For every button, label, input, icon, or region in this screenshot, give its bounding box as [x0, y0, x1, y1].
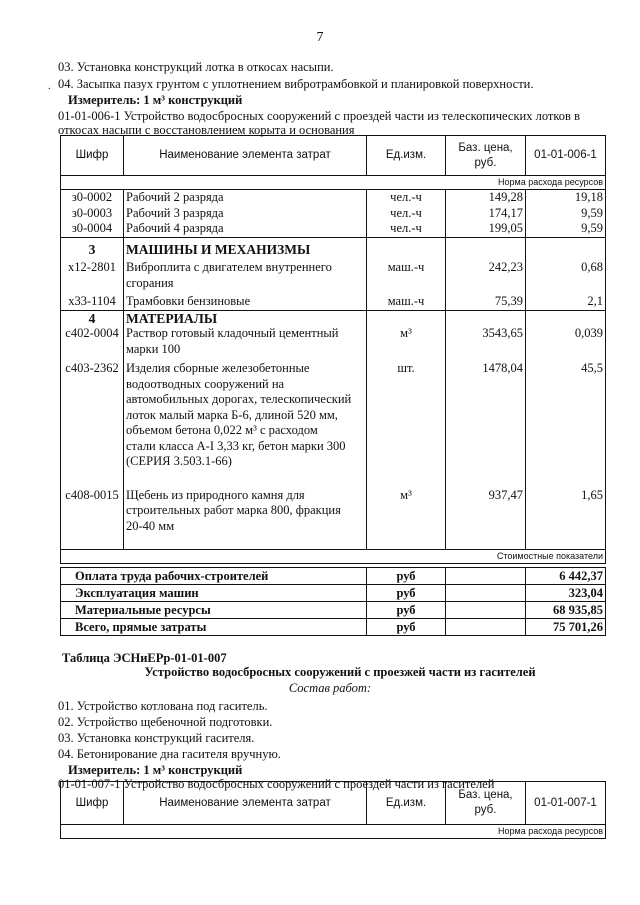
- header-price: [446, 136, 526, 176]
- cell-name: Рабочий 2 разряда: [124, 190, 367, 206]
- cell-unit: маш.-ч: [367, 257, 446, 291]
- resource-table-01-01-006: [60, 135, 606, 636]
- cost-label: Стоимостные показатели: [61, 549, 606, 563]
- cell-value: 2,1: [526, 291, 606, 310]
- section-heading: Устройство водосбросных сооружений с проезжей части из гасителей: [144, 665, 536, 679]
- cell-name: [124, 470, 367, 540]
- cell-value: 0,68: [526, 257, 606, 291]
- total-name: Материальные ресурсы: [61, 601, 367, 618]
- section-title: МАШИНЫ И МЕХАНИЗМЫ: [124, 237, 367, 257]
- cell-name-line: водоотводных сооружений на: [126, 376, 285, 391]
- resource-table-01-01-007: [60, 781, 606, 839]
- cell-code: с402-0004: [61, 326, 124, 357]
- work-item: 03. Установка конструкций гасителя.: [58, 731, 255, 745]
- cell-name-line: (СЕРИЯ 3.503.1-66): [126, 454, 232, 468]
- table-title: Таблица ЭСНиЕРр-01-01-007: [62, 651, 227, 665]
- cell-code: х12-2801: [61, 257, 124, 291]
- header-code: Шифр: [61, 782, 124, 825]
- work-item: 02. Устройство щебеночной подготовки.: [58, 715, 273, 729]
- cell-name-line: строительных работ марка 800, фракция: [126, 503, 341, 517]
- cell-name-line: марки 100: [126, 341, 181, 356]
- cell-value: 0,039: [526, 326, 606, 357]
- cell-value: 19,18: [526, 190, 606, 206]
- header-norm-code: 01-01-007-1: [526, 782, 606, 825]
- table-row: [61, 206, 606, 222]
- header-unit: Ед.изм.: [367, 782, 446, 825]
- cell-price: 174,17: [446, 206, 526, 222]
- cell-name-line: Раствор готовый кладочный цементный: [126, 326, 339, 340]
- meter-label: Измеритель: 1 м³ конструкций: [68, 93, 243, 107]
- table-header-row: [61, 782, 606, 825]
- norm-label: Норма расхода ресурсов: [61, 825, 606, 839]
- cell-unit: чел.-ч: [367, 206, 446, 222]
- cell-code: з0-0003: [61, 206, 124, 222]
- header-norm-code: 01-01-006-1: [526, 136, 606, 176]
- norm-description-2: 01-01-007-1 Устройство водосбросных сооружений с проездей части из гасителей: [58, 777, 495, 791]
- work-item-3: 03. Установка конструкций лотка в откосах насыпи.: [58, 60, 334, 74]
- section-subheading: Состав работ:: [288, 681, 372, 695]
- total-name: Всего, прямые затраты: [61, 618, 367, 635]
- cell-name-line: 20-40 мм: [126, 518, 175, 533]
- total-name: Оплата труда рабочих-строителей: [61, 567, 367, 584]
- total-value: 75 701,26: [526, 618, 606, 635]
- header-name: Наименование элемента затрат: [124, 782, 367, 825]
- cell-unit: маш.-ч: [367, 291, 446, 310]
- cell-unit: м³: [367, 470, 446, 540]
- norm-description-line1: 01-01-006-1 Устройство водосбросных сооружений с проездей части из телескопических лотков в: [58, 109, 580, 123]
- spacer-row: [61, 539, 606, 549]
- cell-code: з0-0004: [61, 221, 124, 237]
- cell-value: 9,59: [526, 221, 606, 237]
- table-row: [61, 357, 606, 470]
- cell-value: 9,59: [526, 206, 606, 222]
- total-row: [61, 601, 606, 618]
- table-row: [61, 221, 606, 237]
- cell-value: 1,65: [526, 470, 606, 540]
- header-price: [446, 782, 526, 825]
- section-title: МАТЕРИАЛЫ: [124, 310, 367, 326]
- total-unit: руб: [367, 567, 446, 584]
- cell-unit: шт.: [367, 357, 446, 470]
- norm-label-row: [61, 825, 606, 839]
- header-price-line1: Баз. цена,: [458, 141, 513, 154]
- cell-price: 3543,65: [446, 326, 526, 357]
- cell-price: 242,23: [446, 257, 526, 291]
- cell-name: Трамбовки бензиновые: [124, 291, 367, 310]
- cell-price: 149,28: [446, 190, 526, 206]
- norm-description-line2: откосах насыпи с восстановлением корыта и основания: [58, 123, 355, 137]
- table-row: [61, 326, 606, 357]
- cell-code: з0-0002: [61, 190, 124, 206]
- cell-name: [124, 357, 367, 470]
- total-row: [61, 567, 606, 584]
- cell-price: 199,05: [446, 221, 526, 237]
- norm-label: Норма расхода ресурсов: [61, 176, 606, 190]
- header-price-line1: Баз. цена,: [458, 789, 513, 801]
- meter-label-2: Измеритель: 1 м³ конструкций: [68, 763, 243, 777]
- work-item: 01. Устройство котлована под гаситель.: [58, 699, 268, 713]
- total-unit: руб: [367, 618, 446, 635]
- table-row: [61, 257, 606, 291]
- header-name: Наименование элемента затрат: [124, 136, 367, 176]
- total-name: Эксплуатация машин: [61, 584, 367, 601]
- section-row-materials: [61, 310, 606, 326]
- total-row: [61, 618, 606, 635]
- total-value: 68 935,85: [526, 601, 606, 618]
- cell-unit: чел.-ч: [367, 221, 446, 237]
- cell-name: [124, 257, 367, 291]
- total-row: [61, 584, 606, 601]
- work-item: 04. Бетонирование дна гасителя вручную.: [58, 747, 281, 761]
- cell-name-line: лоток малый марка Б-6, длиной 520 мм,: [126, 407, 338, 422]
- total-unit: руб: [367, 601, 446, 618]
- margin-mark: .: [48, 81, 51, 92]
- section-number: 3: [61, 237, 124, 257]
- cell-name-line: Щебень из природного камня для: [126, 487, 305, 502]
- cell-code: х33-1104: [61, 291, 124, 310]
- table-header-row: [61, 136, 606, 176]
- cell-code: с408-0015: [61, 470, 124, 540]
- total-unit: руб: [367, 584, 446, 601]
- header-price-line2: руб.: [474, 156, 497, 169]
- cell-price: 75,39: [446, 291, 526, 310]
- work-item-4: 04. Засыпка пазух грунтом с уплотнением вибротрамбовкой и планировкой поверхности.: [58, 77, 534, 91]
- cell-name-line: сгорания: [126, 275, 174, 290]
- cell-name-line: объемом бетона 0,022 м³ с расходом: [126, 423, 318, 437]
- section-row-machines: [61, 237, 606, 257]
- section-number: 4: [61, 310, 124, 326]
- cell-name: Рабочий 4 разряда: [124, 221, 367, 237]
- total-value: 323,04: [526, 584, 606, 601]
- cell-name-line: автомобильных дорогах, телескопический: [126, 392, 352, 406]
- total-value: 6 442,37: [526, 567, 606, 584]
- cell-name-line: Виброплита с двигателем внутреннего: [126, 260, 332, 274]
- cell-price: 937,47: [446, 470, 526, 540]
- table-row: [61, 190, 606, 206]
- cell-unit: чел.-ч: [367, 190, 446, 206]
- header-price-line2: руб.: [474, 804, 497, 816]
- cost-label-row: [61, 549, 606, 563]
- page-number: 7: [316, 30, 324, 45]
- cell-unit: м³: [367, 326, 446, 357]
- table-row: [61, 470, 606, 540]
- cell-name-line: Изделия сборные железобетонные: [126, 361, 310, 375]
- cell-code: с403-2362: [61, 357, 124, 470]
- table-row: [61, 291, 606, 310]
- cell-name-line: стали класса А-I 3,33 кг, бетон марки 300: [126, 438, 346, 453]
- cell-price: 1478,04: [446, 357, 526, 470]
- header-code: Шифр: [61, 136, 124, 176]
- cell-name: Рабочий 3 разряда: [124, 206, 367, 222]
- header-unit: Ед.изм.: [367, 136, 446, 176]
- cell-value: 45,5: [526, 357, 606, 470]
- cell-name: [124, 326, 367, 357]
- norm-label-row: [61, 176, 606, 190]
